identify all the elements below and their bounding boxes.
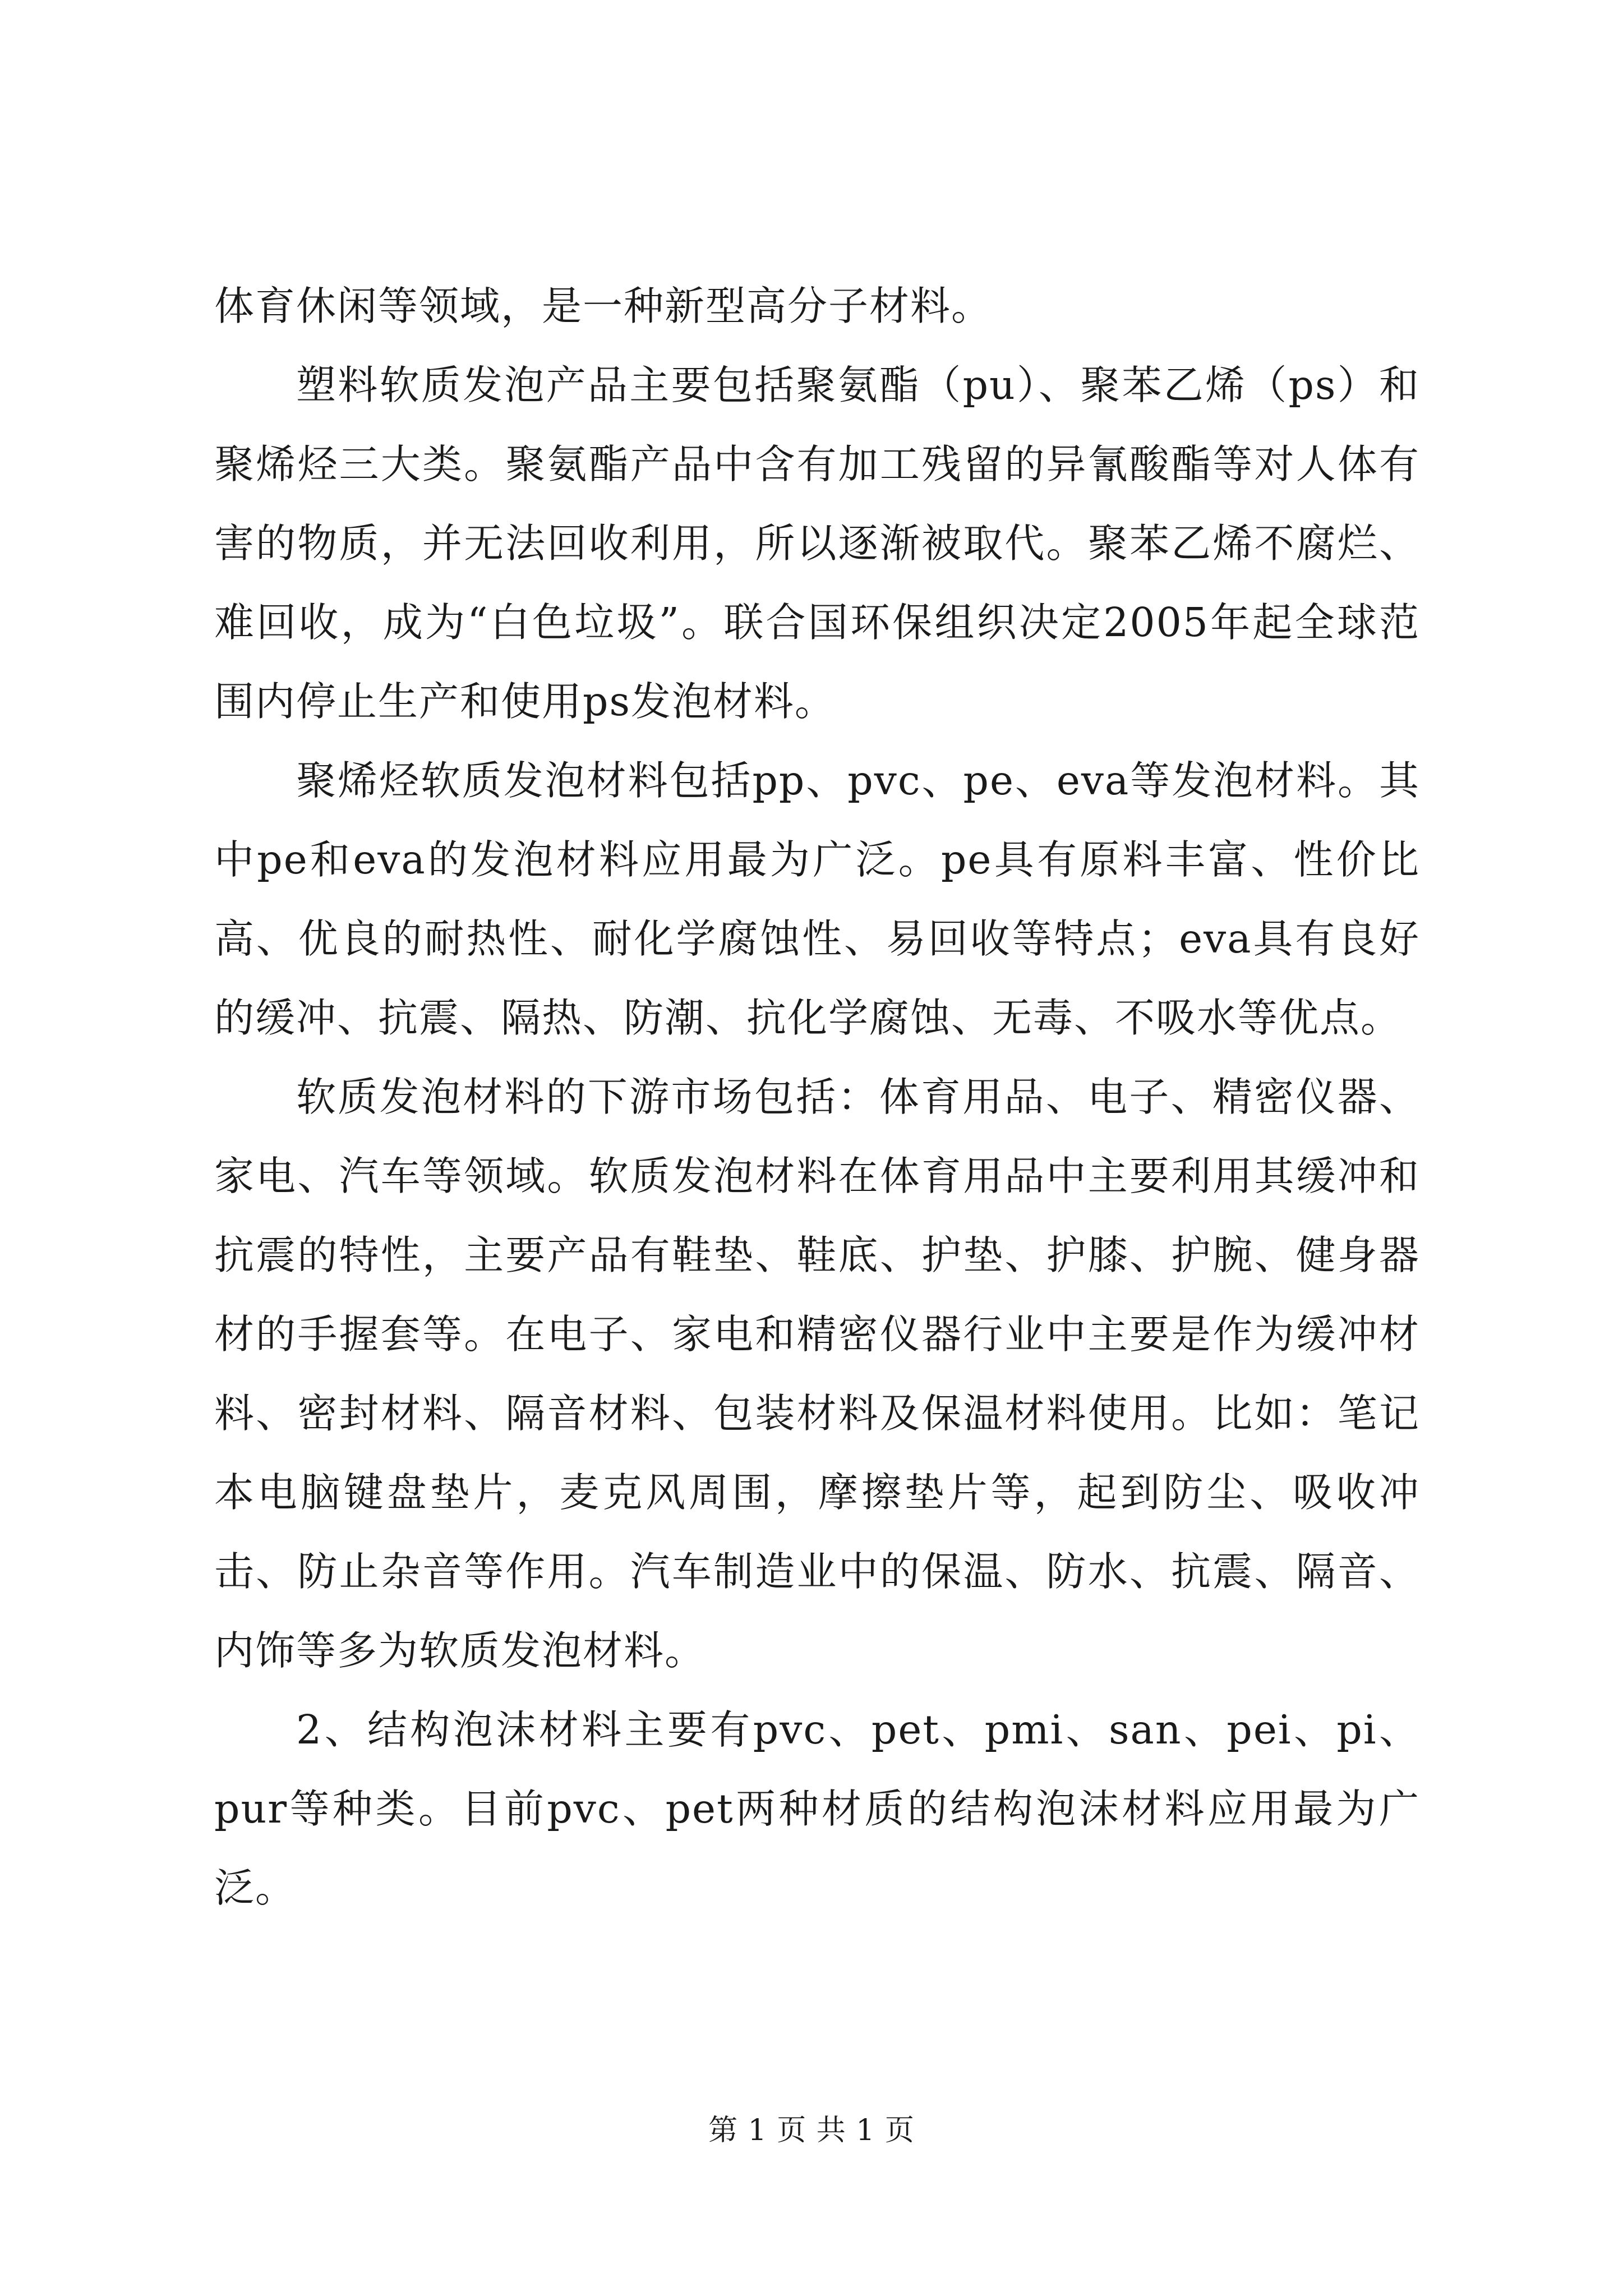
- page-footer: [0, 2106, 1623, 2148]
- paragraph-1: 体育休闲等领域，是一种新型高分子材料。: [214, 283, 993, 329]
- document-body: [214, 266, 1420, 1927]
- paragraph-2: 塑料软质发泡产品主要包括聚氨酯（pu）、聚苯乙烯（ps）和聚烯烃三大类。聚氨酯产品中含有加工残留的异氰酸酯等对人体有害的物质，并无法回收利用，所以逐渐被取代。聚苯乙烯不腐烂、难回收，成为“白色垃圾”。联合国环保组织决定2005年起全球范围内停止生产和使用ps发泡材料。: [214, 362, 1420, 725]
- paragraph-3: 聚烯烃软质发泡材料包括pp、pvc、pe、eva等发泡材料。其中pe和eva的发泡材料应用最为广泛。pe具有原料丰富、性价比高、优良的耐热性、耐化学腐蚀性、易回收等特点；eva具有良好的缓冲、抗震、隔热、防潮、抗化学腐蚀、无毒、不吸水等优点。: [214, 757, 1420, 1041]
- page-number-label: 第 1 页 共 1 页: [708, 2114, 915, 2147]
- paragraph-4: 软质发泡材料的下游市场包括：体育用品、电子、精密仪器、家电、汽车等领域。软质发泡材料在体育用品中主要利用其缓冲和抗震的特性，主要产品有鞋垫、鞋底、护垫、护膝、护腕、健身器材的手握套等。在电子、家电和精密仪器行业中主要是作为缓冲材料、密封材料、隔音材料、包装材料及保温材料使用。比如：笔记本电脑键盘垫片，麦克风周围，摩擦垫片等，起到防尘、吸收冲击、防止杂音等作用。汽车制造业中的保温、防水、抗震、隔音、内饰等多为软质发泡材料。: [214, 1074, 1420, 1674]
- paragraph-5: 2、结构泡沫材料主要有pvc、pet、pmi、san、pei、pi、pur等种类。目前pvc、pet两种材质的结构泡沫材料应用最为广泛。: [214, 1706, 1420, 1911]
